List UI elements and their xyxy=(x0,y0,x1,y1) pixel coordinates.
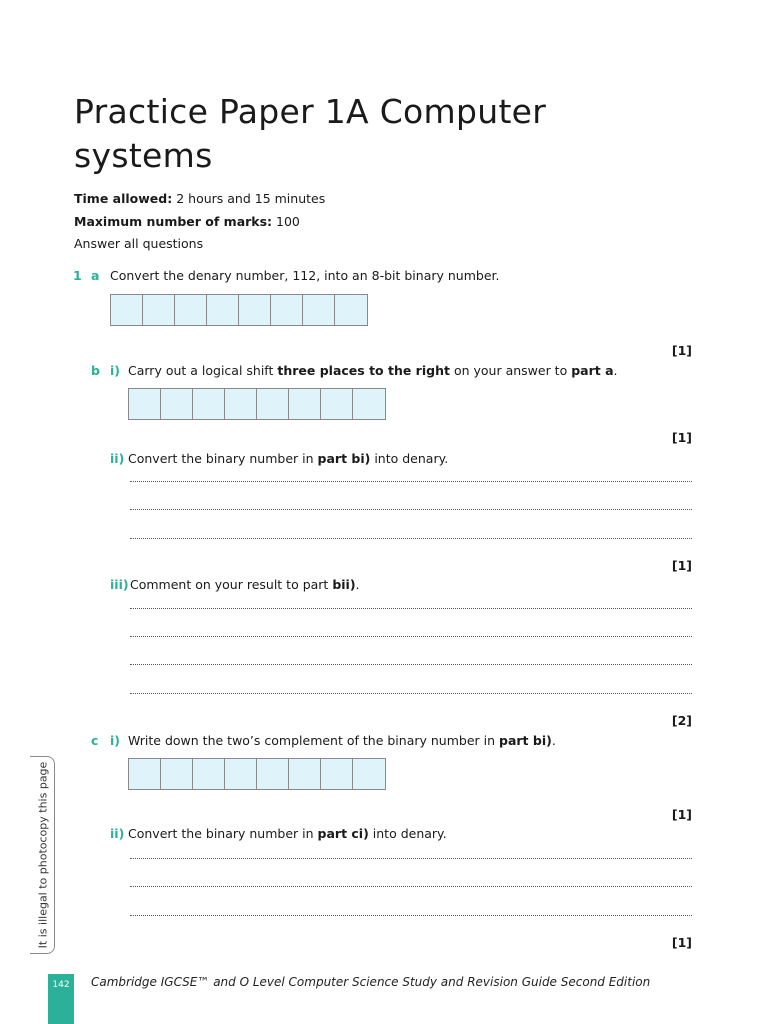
page-title: Practice Paper 1A Computer systems xyxy=(74,92,547,175)
bit-box[interactable] xyxy=(175,295,207,325)
part-biii-label: iii) xyxy=(110,577,129,592)
bit-box[interactable] xyxy=(225,389,257,419)
page-number: 142 xyxy=(48,974,74,1024)
bit-box[interactable] xyxy=(143,295,175,325)
part-bii-label: ii) xyxy=(110,451,125,466)
answer-line[interactable] xyxy=(130,886,692,887)
bit-box[interactable] xyxy=(303,295,335,325)
answer-boxes-a[interactable] xyxy=(110,294,368,326)
time-allowed xyxy=(74,191,325,207)
time-allowed-value: 2 hours and 15 minutes xyxy=(176,191,326,206)
marks-bii: [1] xyxy=(671,558,692,573)
time-allowed-label: Time allowed: xyxy=(74,191,173,206)
bit-box[interactable] xyxy=(129,389,161,419)
part-c-letter: c xyxy=(91,733,99,748)
answer-boxes-bi[interactable] xyxy=(128,388,386,420)
bit-box[interactable] xyxy=(207,295,239,325)
part-cii-text: Convert the binary number in part ci) into denary. xyxy=(128,826,447,841)
max-marks-value: 100 xyxy=(276,214,300,229)
photocopy-notice: It is illegal to photocopy this page xyxy=(36,761,50,949)
answer-line[interactable] xyxy=(130,693,692,694)
question-number: 1 xyxy=(73,268,82,283)
bit-box[interactable] xyxy=(193,389,225,419)
instruction: Answer all questions xyxy=(74,236,204,251)
part-bi-text: Carry out a logical shift three places to the right on your answer to part a. xyxy=(128,363,618,378)
max-marks-label: Maximum number of marks: xyxy=(74,214,273,229)
bit-box[interactable] xyxy=(353,389,385,419)
part-bi-label: i) xyxy=(110,363,120,378)
bit-box[interactable] xyxy=(321,759,353,789)
part-ci-text: Write down the two’s complement of the binary number in part bi). xyxy=(128,733,556,748)
bit-box[interactable] xyxy=(225,759,257,789)
bit-box[interactable] xyxy=(161,759,193,789)
marks-a: [1] xyxy=(671,343,692,358)
answer-line[interactable] xyxy=(130,636,692,637)
marks-cii: [1] xyxy=(671,935,692,950)
bit-box[interactable] xyxy=(193,759,225,789)
bit-box[interactable] xyxy=(239,295,271,325)
part-cii-label: ii) xyxy=(110,826,125,841)
bit-box[interactable] xyxy=(161,389,193,419)
bit-box[interactable] xyxy=(335,295,367,325)
bit-box[interactable] xyxy=(289,759,321,789)
part-biii-text: Comment on your result to part bii). xyxy=(130,577,360,592)
bit-box[interactable] xyxy=(129,759,161,789)
part-a-letter: a xyxy=(91,268,100,283)
part-a-text: Convert the denary number, 112, into an 8-bit binary number. xyxy=(110,268,500,283)
marks-bi: [1] xyxy=(671,430,692,445)
part-ci-label: i) xyxy=(110,733,120,748)
answer-line[interactable] xyxy=(130,915,692,916)
answer-line[interactable] xyxy=(130,481,692,482)
footer-title: Cambridge IGCSE™ and O Level Computer Science Study and Revision Guide Second Edition xyxy=(91,975,651,989)
answer-line[interactable] xyxy=(130,509,692,510)
answer-line[interactable] xyxy=(130,664,692,665)
bit-box[interactable] xyxy=(353,759,385,789)
marks-biii: [2] xyxy=(671,713,692,728)
bit-box[interactable] xyxy=(289,389,321,419)
part-bii-text: Convert the binary number in part bi) into denary. xyxy=(128,451,449,466)
answer-line[interactable] xyxy=(130,858,692,859)
bit-box[interactable] xyxy=(111,295,143,325)
bit-box[interactable] xyxy=(271,295,303,325)
bit-box[interactable] xyxy=(321,389,353,419)
answer-boxes-ci[interactable] xyxy=(128,758,386,790)
bit-box[interactable] xyxy=(257,759,289,789)
max-marks xyxy=(74,214,300,230)
answer-line[interactable] xyxy=(130,608,692,609)
answer-line[interactable] xyxy=(130,538,692,539)
marks-ci: [1] xyxy=(671,807,692,822)
bit-box[interactable] xyxy=(257,389,289,419)
part-b-letter: b xyxy=(91,363,100,378)
